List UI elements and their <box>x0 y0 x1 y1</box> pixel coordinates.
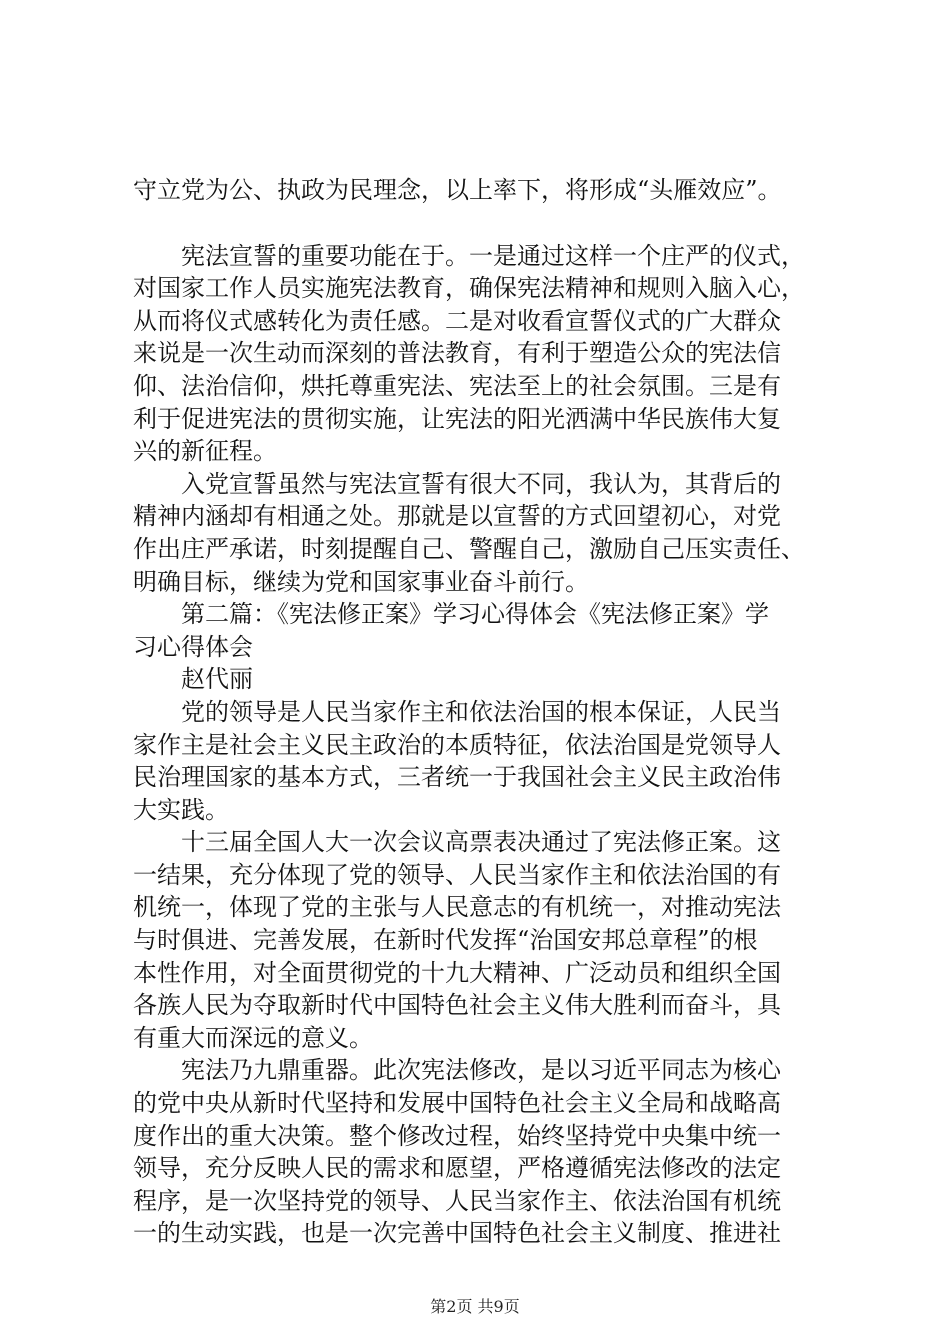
section-heading-continued: 习心得体会 <box>133 632 253 661</box>
text-line: 兴的新征程。 <box>133 437 277 466</box>
text-line: 程序，是一次坚持党的领导、人民当家作主、依法治国有机统 <box>133 1186 781 1215</box>
text-line: 党的领导是人民当家作主和依法治国的根本保证，人民当 <box>181 697 781 726</box>
text-line: 仰、法治信仰，烘托尊重宪法、宪法至上的社会氛围。三是有 <box>133 371 781 400</box>
section-heading: 第二篇：《宪法修正案》学习心得体会《宪法修正案》学 <box>181 600 769 629</box>
text-line: 宪法乃九鼎重器。此次宪法修改，是以习近平同志为核心 <box>181 1056 781 1085</box>
text-line: 领导，充分反映人民的需求和愿望，严格遵循宪法修改的法定 <box>133 1154 781 1183</box>
text-line: 作出庄严承诺，时刻提醒自己、警醒自己，激励自己压实责任、 <box>133 534 805 563</box>
text-line: 守立党为公、执政为民理念，以上率下，将形成“头雁效应”。 <box>133 176 782 204</box>
text-line: 来说是一次生动而深刻的普法教育，有利于塑造公众的宪法信 <box>133 339 781 368</box>
text-line: 十三届全国人大一次会议高票表决通过了宪法修正案。这 <box>181 828 781 857</box>
text-line: 精神内涵却有相通之处。那就是以宣誓的方式回望初心，对党 <box>133 502 781 531</box>
page-number-footer: 第2页 共9页 <box>430 1297 520 1316</box>
text-line: 本性作用，对全面贯彻党的十九大精神、广泛动员和组织全国 <box>133 958 781 987</box>
text-line: 明确目标，继续为党和国家事业奋斗前行。 <box>133 567 589 596</box>
text-line: 度作出的重大决策。整个修改过程，始终坚持党中央集中统一 <box>133 1121 781 1150</box>
text-line: 对国家工作人员实施宪法教育，确保宪法精神和规则入脑入心， <box>133 274 805 303</box>
text-line: 入党宣誓虽然与宪法宣誓有很大不同，我认为，其背后的 <box>181 469 781 498</box>
text-line: 有重大而深远的意义。 <box>133 1023 373 1052</box>
text-line: 大实践。 <box>133 795 229 824</box>
text-line: 一结果，充分体现了党的领导、人民当家作主和依法治国的有 <box>133 860 781 889</box>
text-line: 从而将仪式感转化为责任感。二是对收看宣誓仪式的广大群众 <box>133 306 781 335</box>
text-line: 利于促进宪法的贯彻实施，让宪法的阳光洒满中华民族伟大复 <box>133 404 781 433</box>
text-line: 一的生动实践，也是一次完善中国特色社会主义制度、推进社 <box>133 1219 781 1248</box>
text-line: 家作主是社会主义民主政治的本质特征，依法治国是党领导人 <box>133 730 781 759</box>
text-line: 宪法宣誓的重要功能在于。一是通过这样一个庄严的仪式， <box>181 241 805 270</box>
text-line: 与时俱进、完善发展，在新时代发挥“治国安邦总章程”的根 <box>133 926 758 955</box>
text-line: 各族人民为夺取新时代中国特色社会主义伟大胜利而奋斗，具 <box>133 991 781 1020</box>
text-line: 的党中央从新时代坚持和发展中国特色社会主义全局和战略高 <box>133 1089 781 1118</box>
text-line: 机统一，体现了党的主张与人民意志的有机统一，对推动宪法 <box>133 893 781 922</box>
paragraph-gap <box>133 207 833 240</box>
document-body <box>133 174 833 1250</box>
text-line: 民治理国家的基本方式，三者统一于我国社会主义民主政治伟 <box>133 763 781 792</box>
author-name: 赵代丽 <box>181 665 253 694</box>
